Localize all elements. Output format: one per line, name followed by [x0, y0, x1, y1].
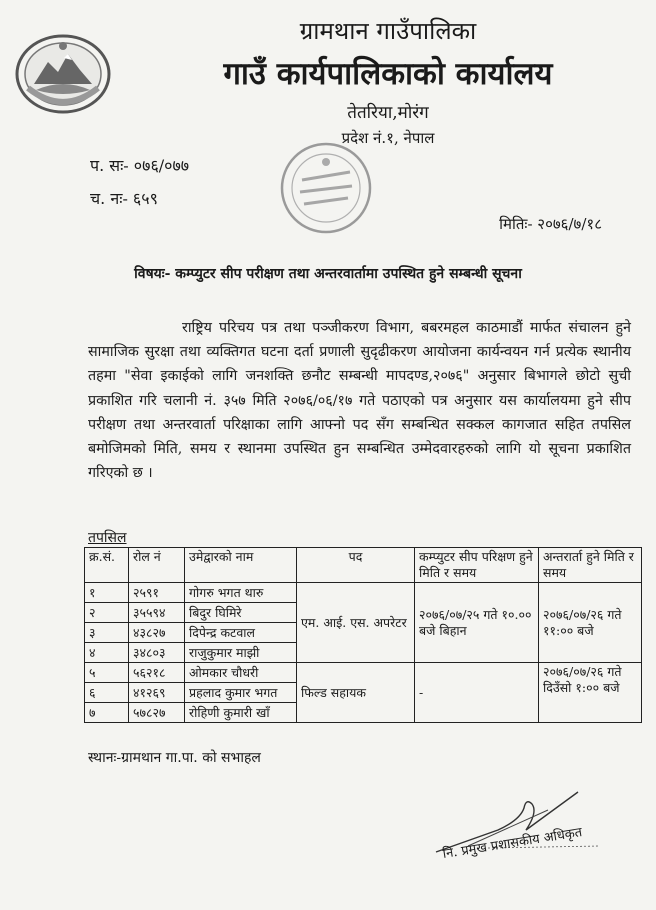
header-interview: अन्तरार्ता हुने मिति र समय: [539, 548, 642, 583]
row-roll: ४१२६९: [129, 683, 185, 703]
row-serial: ३: [85, 623, 129, 643]
office-name: गाउँ कार्यपालिकाको कार्यालय: [223, 56, 553, 92]
row-serial: ७: [85, 703, 129, 723]
header-name: उमेद्वारको नाम: [185, 548, 297, 583]
table-row: [85, 663, 642, 683]
province-line: प्रदेश नं.१, नेपाल: [341, 129, 435, 147]
group2-interview: २०७६/०७/२६ गते दिउँसो १:०० बजे: [539, 663, 642, 723]
nepal-emblem-logo: [14, 32, 112, 116]
header-computer-test: कम्प्युटर सीप परिक्षण हुने मिति र समय: [415, 548, 539, 583]
row-name: प्रहलाद कुमार भगत: [185, 683, 297, 703]
office-stamp: [278, 140, 374, 236]
schedule-label: तपसिल: [88, 530, 127, 546]
row-roll: ५६२१८: [129, 663, 185, 683]
venue-line: स्थानः-ग्रामथान गा.पा. को सभाहल: [88, 750, 261, 766]
row-serial: १: [85, 583, 129, 603]
notice-subject: विषयः- कम्प्युटर सीप परीक्षण तथा अन्तरवार्तामा उपस्थित हुने सम्बन्धी सूचना: [134, 266, 522, 282]
table-header-row: [85, 548, 642, 583]
row-name: दिपेन्द्र कटवाल: [185, 623, 297, 643]
row-roll: ३५५९४: [129, 603, 185, 623]
group1-post: एम. आई. एस. अपरेटर: [297, 583, 415, 663]
office-address: तेतरिया,मोरंग: [347, 103, 429, 123]
reference-cha-na: च. नः- ६५९: [90, 189, 158, 208]
row-serial: ६: [85, 683, 129, 703]
row-serial: २: [85, 603, 129, 623]
row-roll: २५९१: [129, 583, 185, 603]
notice-body: राष्ट्रिय परिचय पत्र तथा पञ्जीकरण विभाग, बबरमहल काठमाडौं मार्फत संचालन हुने सामाजिक सुरक्षा तथा व्यक्तिगत घटना दर्ता प्रणाली सुदृढीकरण आयोजना कार्यन्वयन गर्न प्रत्येक स्थानीय तहमा "सेवा इकाईको लागि जनशक्ति छनौट सम्बन्धी मापदण्ड,२०७६" अनुसार बिभागले छोटो सुची प्रकाशित गरि चलानी नं. ३५७ मिति २०७६/०६/१७ गते पठाएको पत्र अनुसार यस कार्यालयमा हुने सीप परीक्षण तथा अन्तरवार्ता परिक्षाका लागि आफ्नो पद सँग सम्बन्धित सक्कल कागजात सहित तपसिल बमोजिमको मिति, समय र स्थानमा उपस्थित हुन सम्बन्धित उम्मेदवारहरुको लागि यो सूचना प्रकाशित गरिएको छ ।: [88, 320, 631, 482]
row-serial: ५: [85, 663, 129, 683]
row-roll: ५७८२७: [129, 703, 185, 723]
row-roll: ३४८०३: [129, 643, 185, 663]
header-post: पद: [297, 548, 415, 583]
municipality-name: ग्रामथान गाउँपालिका: [299, 17, 477, 45]
row-name: रोहिणी कुमारी खाँ: [185, 703, 297, 723]
signatory-designation: नि. प्रमुख प्रशासकीय अधिकृत: [441, 825, 584, 862]
notice-date: मितिः- २०७६/७/१८: [499, 215, 602, 233]
group2-post: फिल्ड सहायक: [297, 663, 415, 723]
group2-computer-test: -: [415, 663, 539, 723]
row-name: राजुकुमार माझी: [185, 643, 297, 663]
row-name: ओमकार चौधरी: [185, 663, 297, 683]
row-name: बिदुर घिमिरे: [185, 603, 297, 623]
group1-computer-test: २०७६/०७/२५ गते १०.०० बजे बिहान: [415, 583, 539, 663]
group1-interview: २०७६/०७/२६ गते ११:०० बजे: [539, 583, 642, 663]
table-row: [85, 583, 642, 603]
reference-pa-sa: प. सः- ०७६/०७७: [90, 156, 190, 175]
row-name: गोगरु भगत थारु: [185, 583, 297, 603]
row-serial: ४: [85, 643, 129, 663]
header-serial: क्र.सं.: [85, 548, 129, 583]
row-roll: ४३८२७: [129, 623, 185, 643]
header-roll: रोल नं: [129, 548, 185, 583]
candidate-table: [84, 547, 642, 723]
